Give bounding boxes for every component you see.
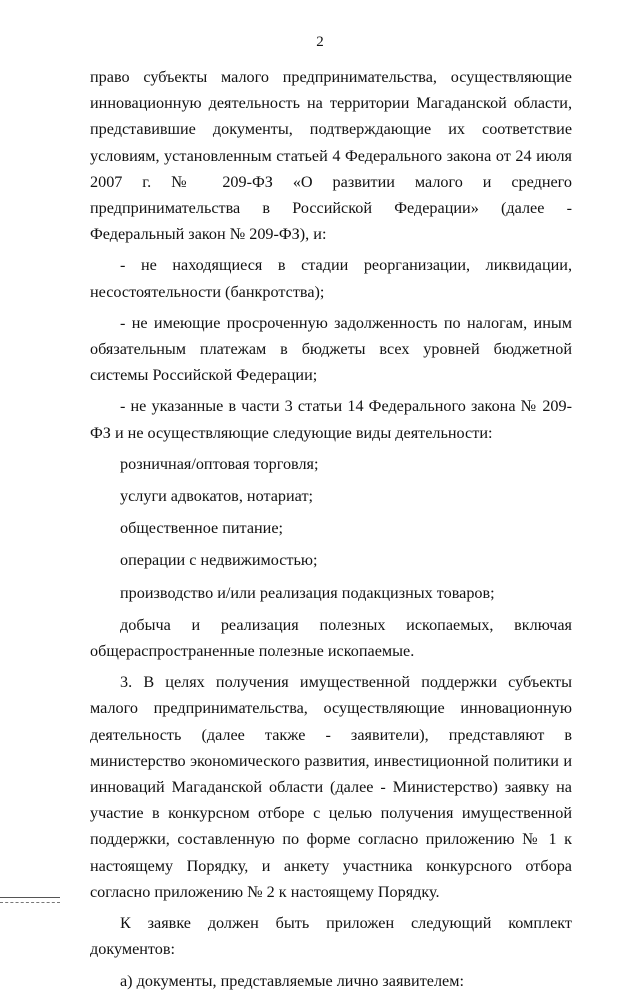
page-number: 2 (316, 34, 324, 50)
paragraph-docs-intro: К заявке должен быть приложен следующий комплект документов: (90, 914, 572, 959)
activity-item: общественное питание; (120, 519, 284, 538)
paragraph-condition-2: - не имеющие просроченную задолженность по налогам, иным обязательным платежам в бюджеты всех уровней бюджетной системы Российской Федерации; (90, 313, 572, 385)
activity-item: операции с недвижимостью; (120, 551, 318, 570)
paragraph-condition-3: - не указанные в части 3 статьи 14 Федерального закона № 209-ФЗ и не осуществляющие следующие виды деятельности: (90, 397, 572, 442)
paragraph-intro: право субъекты малого предпринимательства, осуществляющие инновационную деятельность на территории Магаданской области, представившие документы, подтверждающие их соответствие условиям, установленным статьей 4 Федерального закона от 24 июля 2007 г. № 209-ФЗ «О развитии малого и среднего предпринимательства в Российской Федерации» (далее - Федеральный закон № 209-ФЗ), и: (90, 68, 572, 244)
paragraph-condition-1: - не находящиеся в стадии реорганизации, ликвидации, несостоятельности (банкротства); (90, 256, 572, 301)
activity-item: услуги адвокатов, нотариат; (120, 487, 314, 506)
paragraph-section-3: 3. В целях получения имущественной поддержки субъекты малого предпринимательства, осуществляющие инновационную деятельность (далее также - заявители), представляют в министерство экономического развития, инвестиционной политики и инноваций Магаданской области (далее - Министерство) заявку на участие в конкурсном отборе с целью получения имущественной поддержки, составленную по форме согласно приложению № 1 к настоящему Порядку, и анкету участника конкурсного отбора согласно приложению № 2 к настоящему Порядку. (90, 673, 572, 901)
activity-item: производство и/или реализация подакцизных товаров; (120, 583, 495, 602)
scan-edge-mark (0, 897, 60, 903)
activity-item: розничная/оптовая торговля; (120, 454, 319, 473)
document-body (90, 64, 572, 999)
paragraph-docs-a: а) документы, представляемые лично заявителем: (120, 971, 464, 990)
activity-item: добыча и реализация полезных ископаемых, включая общераспространенные полезные ископаемые. (90, 615, 572, 661)
